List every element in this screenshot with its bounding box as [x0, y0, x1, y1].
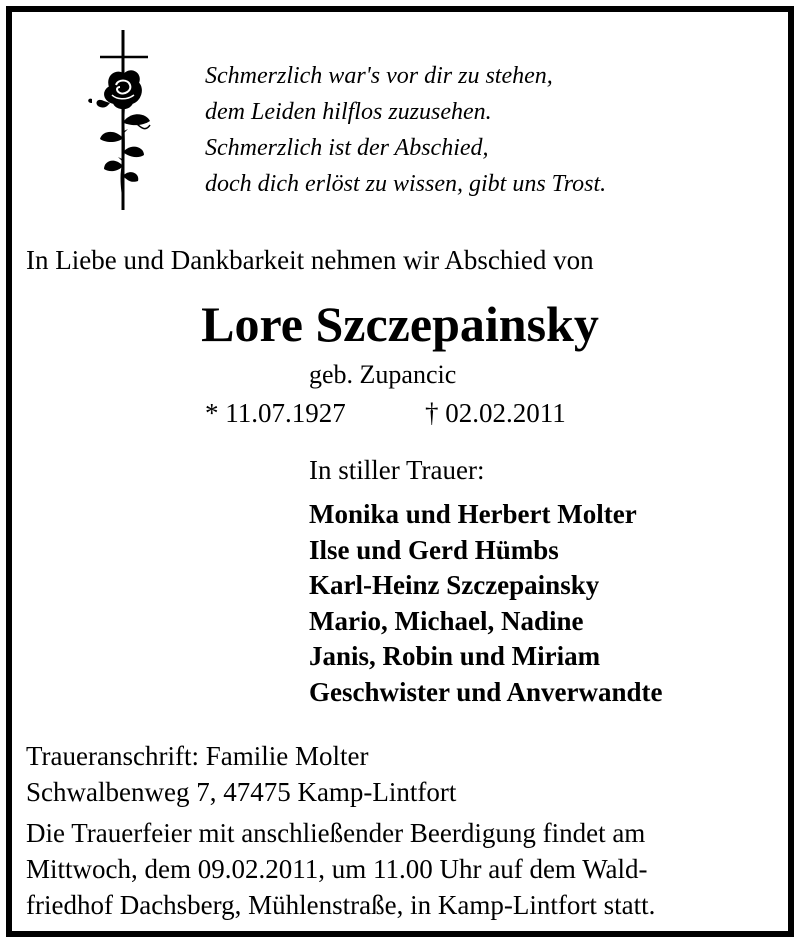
farewell-intro: In Liebe und Dankbarkeit nehmen wir Abschied von	[26, 245, 594, 275]
funeral-line: Die Trauerfeier mit anschließender Beerdigung findet am	[26, 818, 646, 848]
mourner-entry: Janis, Robin und Miriam	[309, 641, 601, 671]
mourner-entry: Karl-Heinz Szczepainsky	[309, 570, 600, 600]
mourner-entry: Mario, Michael, Nadine	[309, 605, 584, 636]
memorial-poem	[205, 58, 606, 202]
mourning-label: In stiller Trauer:	[309, 455, 485, 485]
mourners-list	[309, 497, 663, 710]
address-line: Traueranschrift: Familie Molter	[26, 741, 369, 771]
poem-line: Schmerzlich war's vor dir zu stehen,	[205, 63, 553, 89]
birth-name: geb. Zupancic	[309, 360, 457, 389]
poem-line: dem Leiden hilflos zuzusehen.	[205, 99, 492, 125]
mourner-entry: Monika und Herbert Molter	[309, 499, 637, 529]
funeral-notice	[26, 815, 655, 923]
mourner-entry: Geschwister und Anverwandte	[309, 676, 663, 707]
address-line: Schwalbenweg 7, 47475 Kamp-Lintfort	[26, 777, 457, 807]
cross-with-rose-icon	[86, 25, 166, 215]
deceased-name: Lore Szczepainsky	[201, 296, 599, 352]
funeral-line: Mittwoch, dem 09.02.2011, um 11.00 Uhr auf dem Wald-	[26, 854, 648, 884]
poem-line: Schmerzlich ist der Abschied,	[205, 135, 489, 161]
birth-date: * 11.07.1927	[205, 398, 346, 428]
mourner-entry: Ilse und Gerd Hümbs	[309, 534, 559, 565]
poem-line: doch dich erlöst zu wissen, gibt uns Trost.	[205, 171, 607, 197]
mourning-address	[26, 738, 456, 810]
life-dates	[205, 398, 566, 429]
funeral-line: friedhof Dachsberg, Mühlenstraße, in Kamp-Lintfort statt.	[26, 890, 656, 920]
death-date: † 02.02.2011	[425, 398, 566, 428]
